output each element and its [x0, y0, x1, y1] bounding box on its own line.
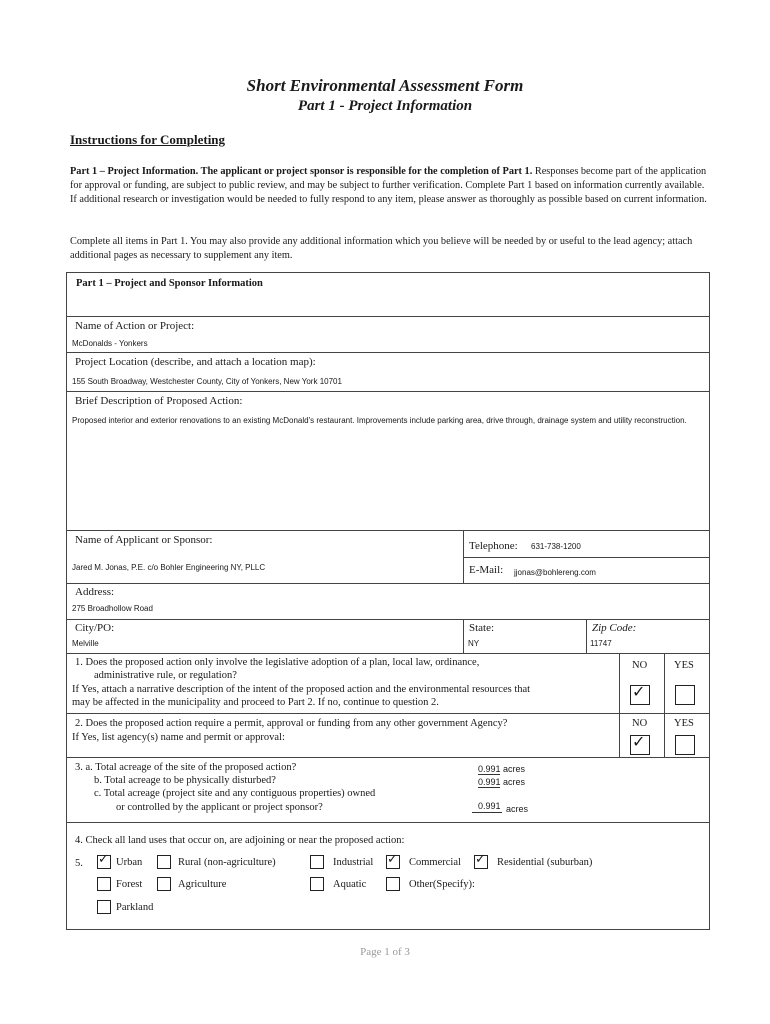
q3b-value[interactable]: 0.991 — [478, 777, 501, 787]
row-divider — [66, 713, 710, 714]
row-divider — [66, 316, 710, 317]
q3c-underline — [472, 812, 502, 813]
land-use-parkland-checkbox[interactable] — [97, 900, 111, 914]
description-value[interactable]: Proposed interior and exterior renovations to an existing McDonald's restaurant. Improvements include parking area, drive through, drainage system and utility reconstruction. — [72, 416, 687, 425]
row-divider — [66, 352, 710, 353]
row-divider — [66, 653, 710, 654]
q1-line-3: If Yes, attach a narrative description of the intent of the proposed action and the environmental resources that — [72, 684, 531, 695]
description-label: Brief Description of Proposed Action: — [75, 395, 243, 407]
q1-line-4: may be affected in the municipality and proceed to Part 2. If no, continue to question 2. — [72, 697, 439, 708]
q2-line-1: 2. Does the proposed action require a permit, approval or funding from any other government Agency? — [75, 718, 508, 729]
cell-divider — [619, 713, 710, 714]
q2-yes-checkbox[interactable] — [675, 735, 695, 755]
q1-line-2: administrative rule, or regulation? — [94, 670, 237, 681]
location-value[interactable]: 155 South Broadway, Westchester County, City of Yonkers, New York 10701 — [72, 377, 342, 386]
q3c-text-1: c. Total acreage (project site and any contiguous properties) owned — [94, 788, 376, 799]
q2-no-checkbox[interactable] — [630, 735, 650, 755]
q3c-text-2: or controlled by the applicant or project sponsor? — [116, 802, 323, 813]
q1-no-checkbox[interactable] — [630, 685, 650, 705]
q2-yes-header: YES — [674, 718, 694, 729]
q3c-unit: acres — [506, 804, 529, 814]
page-number: Page 1 of 3 — [360, 946, 410, 958]
form-title: Short Environmental Assessment Form — [246, 76, 524, 95]
land-use-agriculture-checkbox[interactable] — [157, 877, 171, 891]
col-divider — [619, 653, 620, 757]
q3a-value[interactable]: 0.991 — [478, 764, 501, 774]
q1-no-header: NO — [632, 660, 648, 671]
land-use-aquatic-checkbox[interactable] — [310, 877, 324, 891]
state-value[interactable]: NY — [468, 639, 480, 648]
instructions-paragraph-1-bold: Part 1 – Project Information. The applicant or project sponsor is responsible for the completion of Part 1. — [70, 166, 533, 177]
land-use-aquatic-label: Aquatic — [333, 879, 367, 890]
land-use-rural-label: Rural (non-agriculture) — [178, 857, 276, 868]
row-divider — [66, 619, 710, 620]
land-use-commercial-checkbox[interactable] — [386, 855, 400, 869]
land-use-residential-label: Residential (suburban) — [497, 857, 593, 868]
row-divider — [66, 583, 710, 584]
land-use-commercial-label: Commercial — [409, 857, 461, 868]
q3b-unit: acres — [503, 777, 526, 787]
q5-number: 5. — [75, 858, 83, 869]
instructions-paragraph-1 — [70, 165, 710, 207]
col-divider — [463, 530, 464, 583]
city-value[interactable]: Melville — [72, 639, 99, 648]
q3a-text: 3. a. Total acreage of the site of the proposed action? — [75, 762, 297, 773]
zip-label: Zip Code: — [592, 622, 637, 634]
row-divider — [66, 530, 710, 531]
land-use-urban-label: Urban — [116, 857, 143, 868]
address-value[interactable]: 275 Broadhollow Road — [72, 604, 153, 613]
land-use-forest-label: Forest — [116, 879, 143, 890]
email-label: E-Mail: — [469, 564, 504, 576]
col-divider — [463, 619, 464, 653]
q3a-unit: acres — [503, 764, 526, 774]
q2-no-header: NO — [632, 718, 648, 729]
land-use-parkland-label: Parkland — [116, 902, 154, 913]
cell-divider — [463, 557, 710, 558]
land-use-residential-checkbox[interactable] — [474, 855, 488, 869]
q3c-value[interactable]: 0.991 — [478, 801, 501, 811]
q2-line-2: If Yes, list agency(s) name and permit or approval: — [72, 732, 285, 743]
table-border-bottom — [66, 929, 710, 930]
applicant-value[interactable]: Jared M. Jonas, P.E. c/o Bohler Engineering NY, PLLC — [72, 563, 266, 572]
telephone-value[interactable]: 631-738-1200 — [531, 542, 581, 551]
col-divider — [586, 619, 587, 653]
city-label: City/PO: — [75, 622, 115, 634]
section-title: Part 1 – Project and Sponsor Information — [76, 278, 263, 289]
table-border-top — [66, 272, 710, 273]
form-subtitle: Part 1 - Project Information — [297, 98, 473, 114]
q3b-text: b. Total acreage to be physically disturbed? — [94, 775, 276, 786]
land-use-forest-checkbox[interactable] — [97, 877, 111, 891]
table-border-left — [66, 272, 67, 930]
q4-text: 4. Check all land uses that occur on, are adjoining or near the proposed action: — [75, 835, 405, 846]
row-divider — [66, 391, 710, 392]
zip-value[interactable]: 11747 — [590, 639, 612, 648]
land-use-industrial-label: Industrial — [333, 857, 374, 868]
instructions-paragraph-2: Complete all items in Part 1. You may also provide any additional information which you believe will be needed by or useful to the lead agency; attach additional pages as necessary to supplement any item. — [70, 236, 693, 261]
email-value[interactable]: jjonas@bohlereng.com — [514, 568, 596, 577]
telephone-label: Telephone: — [469, 540, 518, 552]
land-use-other-label: Other(Specify): — [409, 879, 475, 890]
instructions-heading: Instructions for Completing — [70, 132, 226, 147]
land-use-rural-checkbox[interactable] — [157, 855, 171, 869]
action-name-label: Name of Action or Project: — [75, 320, 195, 332]
land-use-agriculture-label: Agriculture — [178, 879, 227, 890]
location-label: Project Location (describe, and attach a location map): — [75, 356, 316, 368]
q1-yes-checkbox[interactable] — [675, 685, 695, 705]
instructions-paragraph-1-rest: Responses become part of the application for approval or funding, are subject to public review, and may be subject to further verification. Complete Part 1 based on information currently available. If additional research or investigation would be needed to fully respond to any item, please answer as thoroughly as possible based on current information. — [70, 166, 707, 205]
action-name-value[interactable]: McDonalds - Yonkers — [72, 339, 148, 348]
address-label: Address: — [75, 586, 115, 598]
q1-line-1: 1. Does the proposed action only involve the legislative adoption of a plan, local law, ordinance, — [75, 657, 480, 668]
table-border-right — [709, 272, 710, 930]
state-label: State: — [469, 622, 495, 634]
q1-yes-header: YES — [674, 660, 694, 671]
land-use-urban-checkbox[interactable] — [97, 855, 111, 869]
col-divider — [664, 653, 665, 757]
row-divider — [66, 822, 710, 823]
row-divider — [66, 757, 710, 758]
land-use-industrial-checkbox[interactable] — [310, 855, 324, 869]
land-use-other-checkbox[interactable] — [386, 877, 400, 891]
applicant-label: Name of Applicant or Sponsor: — [75, 534, 213, 546]
